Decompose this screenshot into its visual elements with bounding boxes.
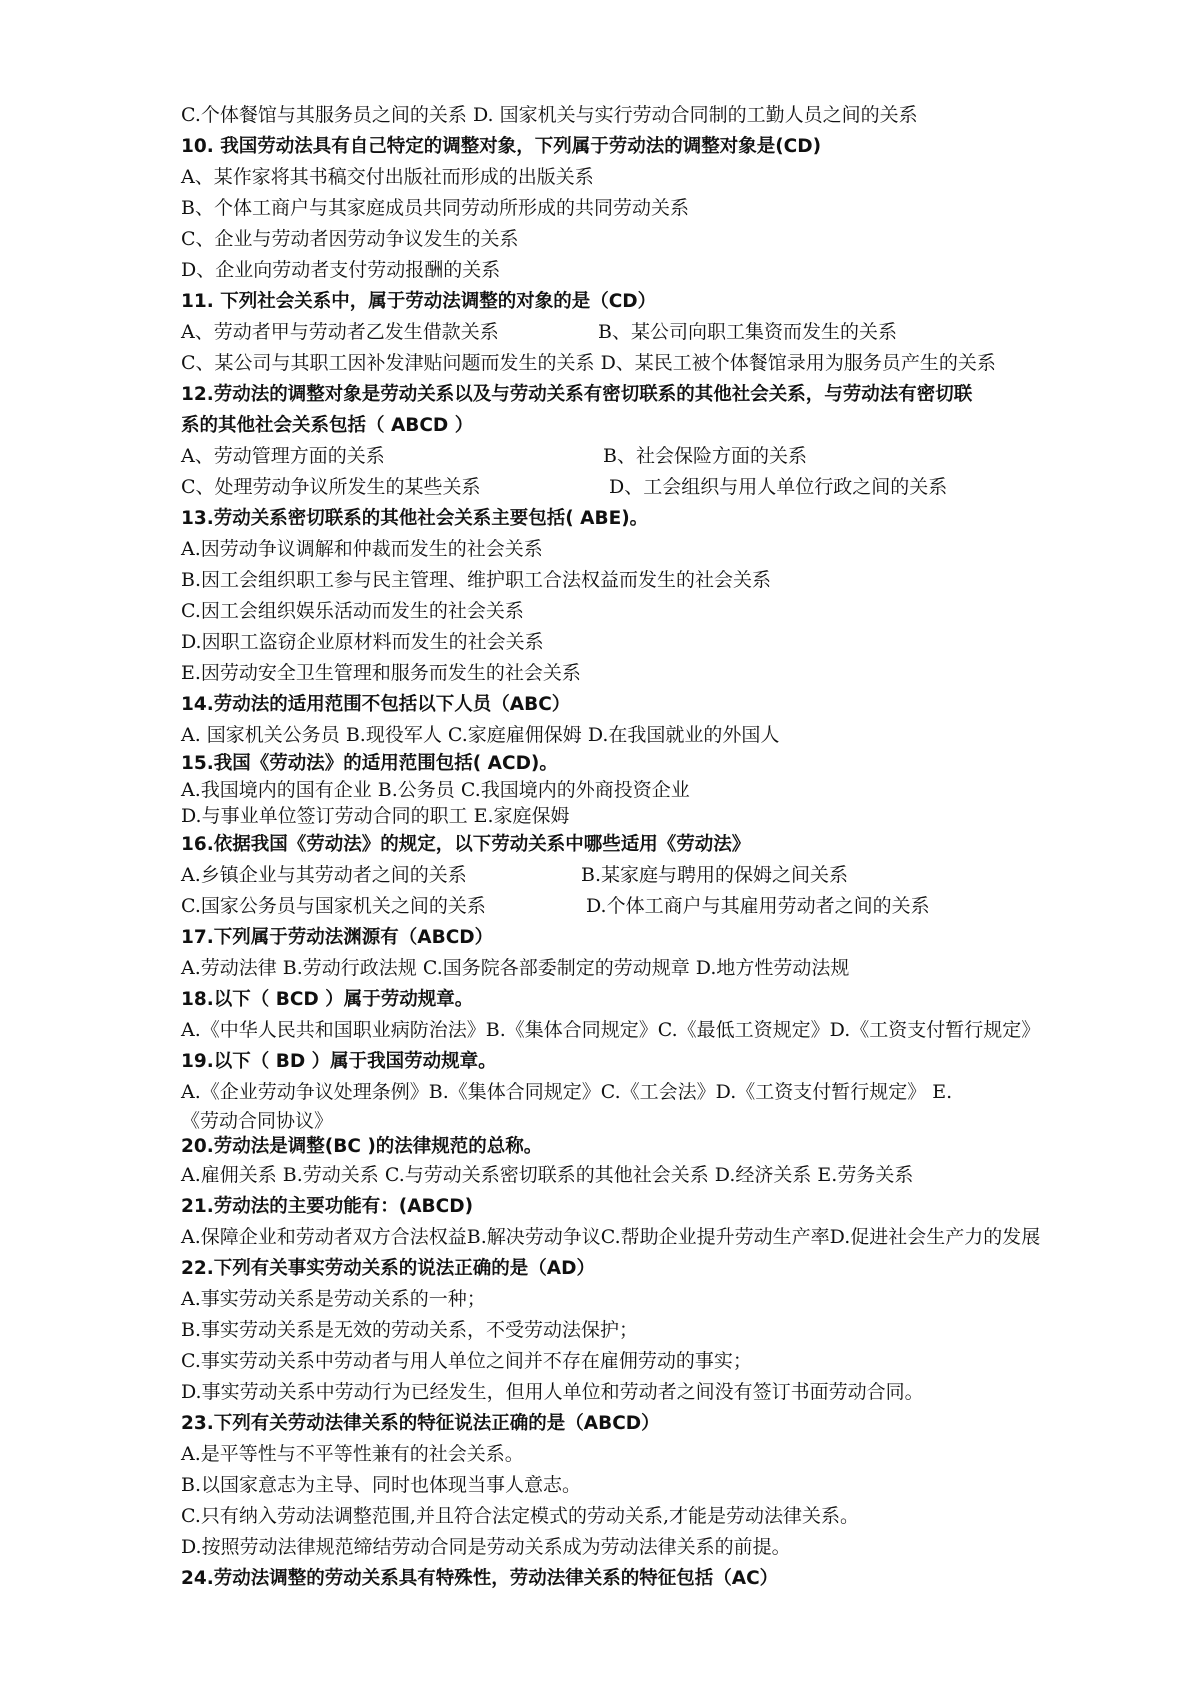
question-11: 11. 下列社会关系中，属于劳动法调整的对象的是（CD） — [181, 291, 657, 312]
question-19: 19.以下（ BD ）属于我国劳动规章。 — [181, 1051, 497, 1072]
question-18: 18.以下（ BCD ）属于劳动规章。 — [181, 989, 474, 1010]
question-12: 12.劳动法的调整对象是劳动关系以及与劳动关系有密切联系的其他社会关系，与劳动法有密切联 — [181, 384, 973, 405]
option-a: A、某作家将其书稿交付出版社而形成的出版关系 — [181, 166, 594, 188]
question-10: 10. 我国劳动法具有自己特定的调整对象，下列属于劳动法的调整对象是(CD) — [181, 136, 822, 157]
option-row — [181, 891, 1081, 922]
options: A.劳动法律 B.劳动行政法规 C.国务院各部委制定的劳动规章 D.地方性劳动法规 — [181, 957, 850, 979]
option-row — [181, 317, 1081, 348]
question-20: 20.劳动法是调整(BC )的法律规范的总称。 — [181, 1136, 543, 1157]
options-cont: 《劳动合同协议》 — [181, 1110, 334, 1132]
option-b: B.以国家意志为主导、同时也体现当事人意志。 — [181, 1474, 582, 1496]
options: A.《中华人民共和国职业病防治法》B.《集体合同规定》C.《最低工资规定》D.《工资支付暂行规定》 — [181, 1019, 1041, 1041]
option-a: A.乡镇企业与其劳动者之间的关系 — [181, 864, 467, 886]
option-d: D.个体工商户与其雇用劳动者之间的关系 — [586, 895, 930, 917]
question-17: 17.下列属于劳动法渊源有（ABCD） — [181, 927, 494, 948]
option-e: E.因劳动安全卫生管理和服务而发生的社会关系 — [181, 662, 581, 684]
question-15: 15.我国《劳动法》的适用范围包括( ACD)。 — [181, 753, 558, 774]
option-row — [181, 472, 1081, 503]
option-a: A、劳动者甲与劳动者乙发生借款关系 — [181, 321, 499, 343]
option-d: D、工会组织与用人单位行政之间的关系 — [609, 476, 948, 498]
option-c: C.只有纳入劳动法调整范围,并且符合法定模式的劳动关系,才能是劳动法律关系。 — [181, 1505, 859, 1527]
options: A.保障企业和劳动者双方合法权益B.解决劳动争议C.帮助企业提升劳动生产率D.促进社会生产力的发展 — [181, 1226, 1041, 1248]
question-14: 14.劳动法的适用范围不包括以下人员（ABC） — [181, 694, 571, 715]
option-c: C.事实劳动关系中劳动者与用人单位之间并不存在雇佣劳动的事实； — [181, 1350, 752, 1372]
options: A.我国境内的国有企业 B.公务员 C.我国境内的外商投资企业 — [181, 779, 690, 801]
question-21: 21.劳动法的主要功能有：(ABCD) — [181, 1196, 474, 1217]
question-list — [181, 100, 1081, 1594]
options: A.《企业劳动争议处理条例》B.《集体合同规定》C.《工会法》D.《工资支付暂行规定》 E. — [181, 1081, 953, 1103]
question-23: 23.下列有关劳动法律关系的特征说法正确的是（ABCD） — [181, 1413, 660, 1434]
option-d: D.因职工盗窃企业原材料而发生的社会关系 — [181, 631, 544, 653]
option-b: B.因工会组织职工参与民主管理、维护职工合法权益而发生的社会关系 — [181, 569, 772, 591]
option-d: D.事实劳动关系中劳动行为已经发生，但用人单位和劳动者之间没有签订书面劳动合同。 — [181, 1381, 924, 1403]
option-cd: C、某公司与其职工因补发津贴问题而发生的关系 D、某民工被个体餐馆录用为服务员产生的关系 — [181, 352, 996, 374]
question-16: 16.依据我国《劳动法》的规定，以下劳动关系中哪些适用《劳动法》 — [181, 834, 751, 855]
question-12-cont: 系的其他社会关系包括（ ABCD ） — [181, 415, 474, 436]
option-c: C、处理劳动争议所发生的某些关系 — [181, 476, 481, 498]
option-row — [181, 441, 1081, 472]
option-b: B.事实劳动关系是无效的劳动关系，不受劳动法保护； — [181, 1319, 639, 1341]
option-line: C.个体餐馆与其服务员之间的关系 D. 国家机关与实行劳动合同制的工勤人员之间的关系 — [181, 104, 918, 126]
option-b: B.某家庭与聘用的保姆之间关系 — [581, 864, 849, 886]
option-b: B、社会保险方面的关系 — [603, 445, 807, 467]
option-a: A、劳动管理方面的关系 — [181, 445, 385, 467]
option-a: A.是平等性与不平等性兼有的社会关系。 — [181, 1443, 524, 1465]
option-c: C.国家公务员与国家机关之间的关系 — [181, 895, 486, 917]
option-row — [181, 860, 1081, 891]
option-c: C.因工会组织娱乐活动而发生的社会关系 — [181, 600, 524, 622]
option-a: A.因劳动争议调解和仲裁而发生的社会关系 — [181, 538, 543, 560]
option-b: B、个体工商户与其家庭成员共同劳动所形成的共同劳动关系 — [181, 197, 689, 219]
options: D.与事业单位签订劳动合同的职工 E.家庭保姆 — [181, 805, 570, 827]
option-d: D.按照劳动法律规范缔结劳动合同是劳动关系成为劳动法律关系的前提。 — [181, 1536, 791, 1558]
option-b: B、某公司向职工集资而发生的关系 — [598, 321, 897, 343]
options: A.雇佣关系 B.劳动关系 C.与劳动关系密切联系的其他社会关系 D.经济关系 E.劳务关系 — [181, 1164, 914, 1186]
question-13: 13.劳动关系密切联系的其他社会关系主要包括( ABE)。 — [181, 508, 649, 529]
option-d: D、企业向劳动者支付劳动报酬的关系 — [181, 259, 501, 281]
options: A. 国家机关公务员 B.现役军人 C.家庭雇佣保姆 D.在我国就业的外国人 — [181, 724, 780, 746]
option-a: A.事实劳动关系是劳动关系的一种； — [181, 1288, 486, 1310]
question-24: 24.劳动法调整的劳动关系具有特殊性，劳动法律关系的特征包括（AC） — [181, 1568, 779, 1589]
option-c: C、企业与劳动者因劳动争议发生的关系 — [181, 228, 519, 250]
question-22: 22.下列有关事实劳动关系的说法正确的是（AD） — [181, 1258, 595, 1279]
